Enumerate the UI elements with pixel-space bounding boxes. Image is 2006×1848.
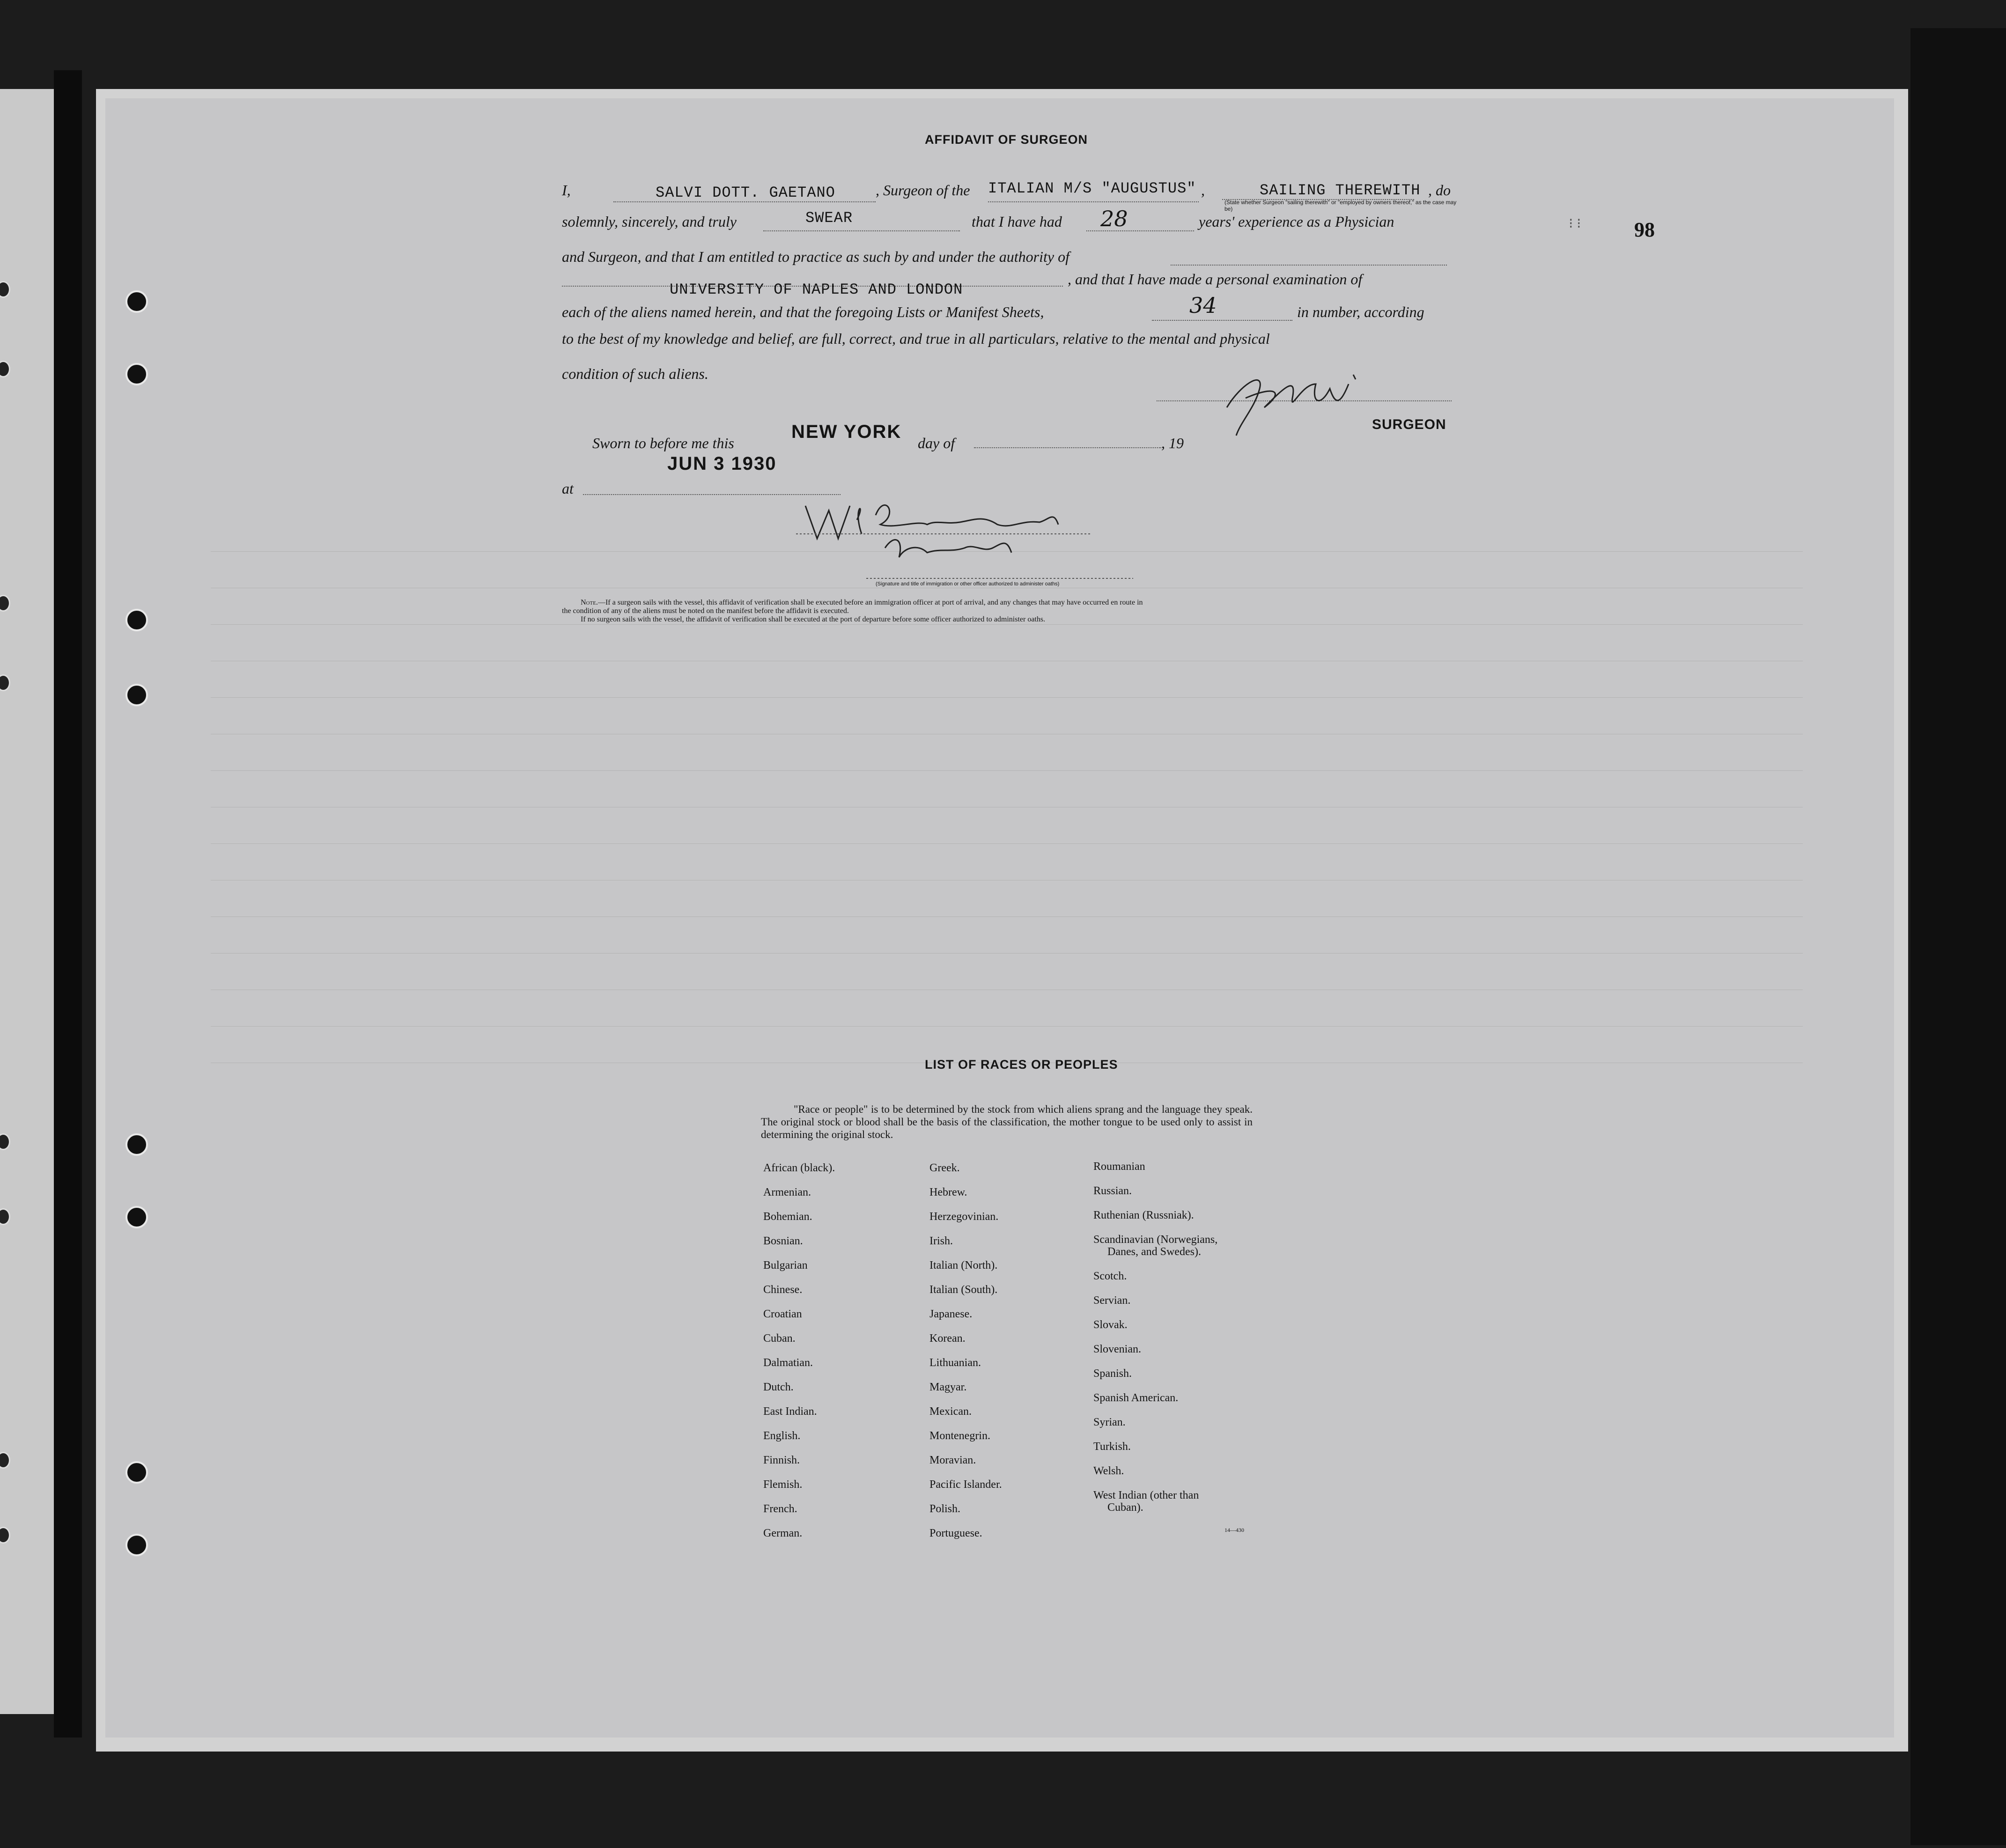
races-column-2 — [929, 1156, 1002, 1545]
race-item: Syrian. — [1093, 1416, 1126, 1428]
affidavit-note — [562, 599, 1447, 624]
race-item: Spanish. — [1093, 1368, 1132, 1380]
race-item: Ruthenian (Russniak). — [1093, 1209, 1194, 1221]
affidavit-text: solemnly, sincerely, and truly — [562, 213, 737, 230]
race-item: Japanese. — [929, 1308, 973, 1320]
race-item: Slovenian. — [1093, 1343, 1141, 1355]
race-item: Irish. — [929, 1235, 953, 1247]
races-title: LIST OF RACES OR PEOPLES — [925, 1057, 1118, 1072]
race-item: Bosnian. — [763, 1235, 803, 1247]
race-item: English. — [763, 1430, 801, 1442]
race-item: Slovak. — [1093, 1319, 1128, 1331]
punch-hole-icon — [125, 1133, 148, 1156]
race-item: Pacific Islander. — [929, 1478, 1002, 1491]
race-item: Polish. — [929, 1503, 961, 1515]
punch-hole-icon — [125, 1534, 148, 1556]
race-item: Montenegrin. — [929, 1430, 990, 1442]
affidavit-title: AFFIDAVIT OF SURGEON — [925, 133, 1088, 147]
vessel-name: ITALIAN M/S "AUGUSTUS" — [988, 180, 1196, 197]
punch-hole-icon — [125, 1206, 148, 1228]
race-item: Italian (South). — [929, 1284, 998, 1296]
affidavit-text: each of the aliens named herein, and that the foregoing Lists or Manifest Sheets, — [562, 303, 1044, 320]
race-item: Finnish. — [763, 1454, 800, 1466]
race-item: Greek. — [929, 1162, 960, 1174]
punch-hole-icon — [125, 290, 148, 313]
punch-hole-icon — [125, 1461, 148, 1484]
race-item: Scotch. — [1093, 1270, 1127, 1282]
page-number: 98 — [1634, 218, 1655, 241]
sworn-text: day of — [918, 435, 955, 451]
race-item: Croatian — [763, 1308, 802, 1320]
affidavit-text: in number, according — [1297, 303, 1424, 320]
oath-line — [763, 230, 960, 231]
affidavit-text: to the best of my knowledge and belief, are full, correct, and true in all particulars, relative to the mental and physical — [562, 330, 1270, 347]
affidavit-text: , and that I have made a personal examination of — [1068, 271, 1363, 288]
affidavit-text: , Surgeon of the — [876, 182, 970, 199]
race-item: African (black). — [763, 1162, 835, 1174]
sailing-note: (State whether Surgeon "sailing therewith" or "employed by owners thereof," as the case may be) — [1224, 199, 1457, 212]
race-item: Mexican. — [929, 1405, 972, 1418]
note-line: —If a surgeon sails with the vessel, this affidavit of verification shall be executed before an immigration officer at port of arrival, and any changes that may have occurred en route in — [597, 599, 1143, 606]
affidavit-text: and Surgeon, and that I am entitled to practice as such by and under the authority of — [562, 248, 1069, 265]
affidavit-text: years' experience as a Physician — [1199, 213, 1394, 230]
years-value: 28 — [1100, 206, 1128, 231]
race-item: Italian (North). — [929, 1259, 998, 1271]
place-stamp: NEW YORK — [791, 421, 902, 442]
race-item: Dalmatian. — [763, 1357, 813, 1369]
note-line: the condition of any of the aliens must be noted on the manifest before the affidavit is executed. — [562, 607, 849, 615]
race-item: Cuban. — [763, 1332, 796, 1345]
race-item: Russian. — [1093, 1185, 1132, 1197]
name-line — [613, 201, 876, 202]
punch-hole-icon — [125, 609, 148, 631]
race-item: Roumanian — [1093, 1161, 1145, 1173]
oath-word: SWEAR — [805, 209, 853, 227]
race-item: Bohemian. — [763, 1211, 812, 1223]
race-item: East Indian. — [763, 1405, 817, 1418]
punch-hole-icon — [125, 363, 148, 385]
sworn-text: , 19 — [1161, 435, 1184, 451]
affidavit-text: that I have had — [972, 213, 1062, 230]
race-item: Bulgarian — [763, 1259, 808, 1271]
race-item: German. — [763, 1527, 803, 1539]
officer-caption: (Signature and title of immigration or other officer authorized to administer oaths) — [876, 581, 1060, 587]
form-number: 14—430 — [1224, 1527, 1244, 1533]
race-item: West Indian (other than — [1093, 1489, 1199, 1501]
surgeon-name: SALVI DOTT. GAETANO — [656, 184, 835, 201]
affidavit-text: condition of such aliens. — [562, 365, 708, 382]
race-item: Moravian. — [929, 1454, 976, 1466]
sheets-line — [1152, 320, 1292, 321]
scan-border — [1910, 28, 2006, 1845]
affidavit-text: I, — [562, 182, 571, 199]
surgeon-label: SURGEON — [1372, 417, 1446, 432]
race-item: Dutch. — [763, 1381, 794, 1393]
races-intro: "Race or people" is to be determined by the stock from which aliens sprang and the language they speak. The original stock or blood shall be the basis of the classification, the mother tongue to be used only to assist in determining the original stock. — [761, 1103, 1253, 1140]
race-item: Turkish. — [1093, 1441, 1131, 1453]
date-stamp: JUN 3 1930 — [667, 453, 777, 474]
note-label: Note. — [581, 599, 598, 606]
officer-signature — [796, 478, 1143, 585]
sworn-text: Sworn to before me this — [592, 435, 734, 451]
race-item: Magyar. — [929, 1381, 967, 1393]
authority-value: UNIVERSITY OF NAPLES AND LONDON — [670, 281, 963, 298]
affidavit-text: , do — [1428, 182, 1451, 199]
race-item: Spanish American. — [1093, 1392, 1179, 1404]
stamp-mark-icon: ⁝ ⁝ — [1569, 216, 1581, 231]
race-item: Portuguese. — [929, 1527, 982, 1539]
race-item: Chinese. — [763, 1284, 803, 1296]
note-line: If no surgeon sails with the vessel, the affidavit of verification shall be executed at the port of departure before some officer authorized to administer oaths. — [581, 615, 1046, 623]
affidavit-text: , — [1201, 182, 1205, 199]
race-item: Lithuanian. — [929, 1357, 981, 1369]
races-column-3 — [1093, 1154, 1217, 1514]
at-label: at — [562, 480, 574, 497]
race-item: Herzegovinian. — [929, 1211, 999, 1223]
race-item: Korean. — [929, 1332, 966, 1345]
sailing-status: SAILING THEREWITH — [1260, 182, 1421, 199]
race-item: Servian. — [1093, 1294, 1131, 1307]
authority-line-end — [1171, 265, 1447, 266]
month-line — [974, 447, 1161, 448]
races-column-1 — [763, 1156, 835, 1545]
race-item: French. — [763, 1503, 797, 1515]
adjacent-page — [0, 89, 61, 1714]
race-item: Cuban). — [1107, 1501, 1143, 1514]
race-item: Danes, and Swedes). — [1107, 1246, 1201, 1258]
sheets-value: 34 — [1189, 293, 1217, 318]
race-item: Flemish. — [763, 1478, 803, 1491]
binding-shadow — [54, 70, 82, 1737]
vessel-line — [988, 201, 1199, 202]
race-item: Welsh. — [1093, 1465, 1124, 1477]
race-item: Armenian. — [763, 1186, 811, 1198]
race-item: Scandinavian (Norwegians, — [1093, 1234, 1218, 1246]
race-item: Hebrew. — [929, 1186, 967, 1198]
punch-hole-icon — [125, 684, 148, 706]
